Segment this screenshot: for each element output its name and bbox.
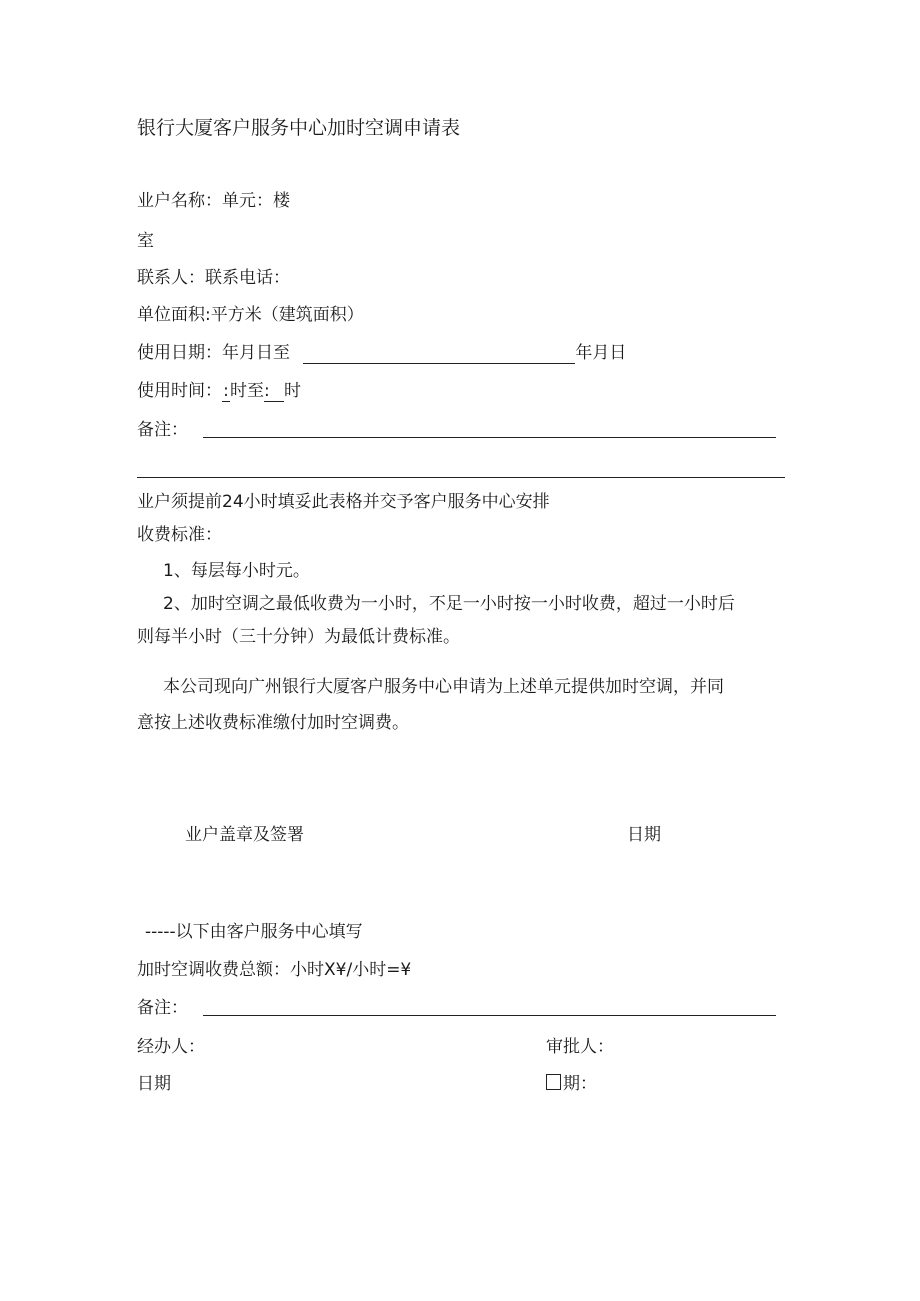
room-line: 室 [137, 231, 154, 251]
remarks-underline [203, 437, 776, 438]
contact-line: 联系人：联系电话： [137, 268, 290, 288]
time-end: 时 [284, 381, 301, 401]
usage-date-blank [303, 343, 575, 364]
signature-date-label: 日期 [627, 825, 661, 845]
office-remarks-label: 备注： [137, 998, 188, 1018]
owner-name-line: 业户名称：单元：楼 [137, 191, 290, 211]
approver-label: 审批人： [546, 1037, 614, 1057]
usage-date-end: 年月日 [575, 343, 627, 363]
declaration-line-2: 意按上述收费标准缴付加时空调费。 [137, 713, 409, 733]
notice-line: 业户须提前24小时填妥此表格并交予客户服务中心安排 [137, 492, 550, 512]
usage-date-label: 使用日期：年月日至 [137, 343, 290, 363]
owner-seal-label: 业户盖章及签署 [185, 825, 304, 845]
handler-date-label: 日期 [137, 1074, 171, 1094]
fee-heading: 收费标准： [137, 525, 222, 545]
checkbox-icon [546, 1074, 561, 1090]
time-to-blank: : [264, 381, 284, 402]
handler-label: 经办人： [137, 1037, 205, 1057]
usage-time-line [137, 381, 301, 402]
fee-item-2b: 则每半小时（三十分钟）为最低计费标准。 [137, 627, 460, 647]
time-mid: 时至 [230, 381, 264, 401]
fee-item-2a: 2、加时空调之最低收费为一小时，不足一小时按一小时收费，超过一小时后 [163, 594, 735, 614]
office-heading: -----以下由客户服务中心填写 [145, 922, 363, 942]
area-line: 单位面积:平方米（建筑面积） [137, 305, 364, 325]
remarks-label: 备注： [137, 420, 188, 440]
section-divider [137, 477, 785, 478]
time-from-blank: : [223, 381, 229, 401]
approver-date-label: 期： [563, 1074, 597, 1094]
usage-time-label: 使用时间： [137, 381, 222, 401]
usage-date-line [137, 343, 626, 364]
declaration-line-1: 本公司现向广州银行大厦客户服务中心申请为上述单元提供加时空调，并同 [163, 677, 724, 697]
fee-total-line: 加时空调收费总额：小时X¥/小时=¥ [137, 960, 412, 980]
approver-date-line [546, 1074, 597, 1094]
office-remarks-underline [203, 1015, 776, 1016]
form-title: 银行大厦客户服务中心加时空调申请表 [137, 117, 461, 139]
fee-item-1: 1、每层每小时元。 [163, 561, 310, 581]
